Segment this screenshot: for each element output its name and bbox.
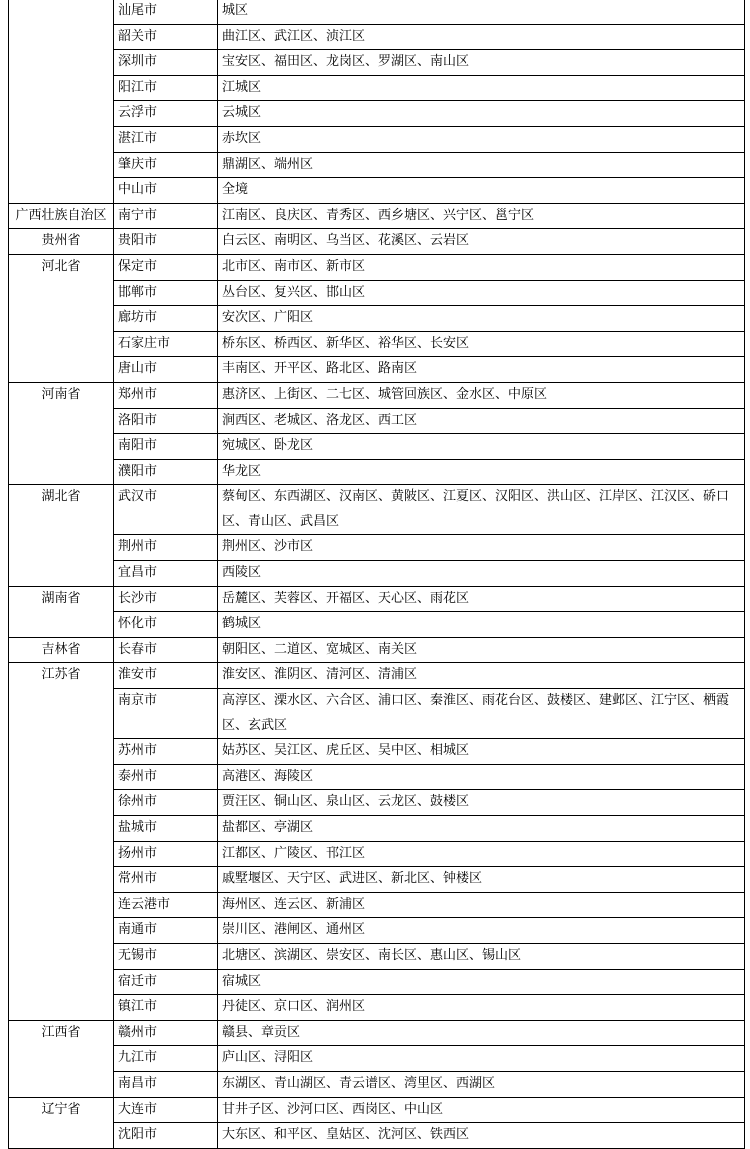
districts-cell: 惠济区、上街区、二七区、城管回族区、金水区、中原区 xyxy=(218,382,745,408)
table-row xyxy=(9,0,745,24)
city-cell: 南京市 xyxy=(114,689,218,739)
table-row xyxy=(9,24,745,50)
city-cell: 韶关市 xyxy=(114,24,218,50)
city-cell: 长春市 xyxy=(114,637,218,663)
city-cell: 濮阳市 xyxy=(114,459,218,485)
districts-cell: 曲江区、武江区、浈江区 xyxy=(218,24,745,50)
districts-cell: 崇川区、港闸区、通州区 xyxy=(218,918,745,944)
city-cell: 南阳市 xyxy=(114,434,218,460)
districts-cell: 赤坎区 xyxy=(218,126,745,152)
districts-cell: 淮安区、淮阴区、清河区、清浦区 xyxy=(218,663,745,689)
table-row xyxy=(9,1020,745,1046)
city-cell: 镇江市 xyxy=(114,995,218,1021)
table-row xyxy=(9,841,745,867)
city-cell: 保定市 xyxy=(114,254,218,280)
region-table-body xyxy=(9,0,745,1148)
districts-cell: 北塘区、滨湖区、崇安区、南长区、惠山区、锡山区 xyxy=(218,943,745,969)
table-row xyxy=(9,357,745,383)
city-cell: 扬州市 xyxy=(114,841,218,867)
districts-cell: 鹤城区 xyxy=(218,612,745,638)
region-table xyxy=(8,0,745,1149)
districts-cell: 贾汪区、铜山区、泉山区、云龙区、鼓楼区 xyxy=(218,790,745,816)
table-row xyxy=(9,637,745,663)
city-cell: 阳江市 xyxy=(114,75,218,101)
city-cell: 廊坊市 xyxy=(114,306,218,332)
city-cell: 汕尾市 xyxy=(114,0,218,24)
districts-cell: 西陵区 xyxy=(218,561,745,587)
city-cell: 常州市 xyxy=(114,867,218,893)
table-row xyxy=(9,203,745,229)
districts-cell: 安次区、广阳区 xyxy=(218,306,745,332)
city-cell: 淮安市 xyxy=(114,663,218,689)
districts-cell: 丛台区、复兴区、邯山区 xyxy=(218,280,745,306)
table-row xyxy=(9,254,745,280)
districts-cell: 丰南区、开平区、路北区、路南区 xyxy=(218,357,745,383)
city-cell: 中山市 xyxy=(114,178,218,204)
city-cell: 南通市 xyxy=(114,918,218,944)
districts-cell: 甘井子区、沙河口区、西岗区、中山区 xyxy=(218,1097,745,1123)
city-cell: 徐州市 xyxy=(114,790,218,816)
districts-cell: 朝阳区、二道区、宽城区、南关区 xyxy=(218,637,745,663)
table-row xyxy=(9,331,745,357)
districts-cell: 大东区、和平区、皇姑区、沈河区、铁西区 xyxy=(218,1123,745,1149)
table-row xyxy=(9,229,745,255)
city-cell: 怀化市 xyxy=(114,612,218,638)
table-row xyxy=(9,459,745,485)
table-row xyxy=(9,1046,745,1072)
districts-cell: 江都区、广陵区、邗江区 xyxy=(218,841,745,867)
table-row xyxy=(9,152,745,178)
districts-cell: 海州区、连云区、新浦区 xyxy=(218,892,745,918)
districts-cell: 盐都区、亭湖区 xyxy=(218,816,745,842)
city-cell: 石家庄市 xyxy=(114,331,218,357)
table-row xyxy=(9,485,745,535)
city-cell: 九江市 xyxy=(114,1046,218,1072)
table-row xyxy=(9,943,745,969)
table-row xyxy=(9,280,745,306)
province-cell: 江西省 xyxy=(9,1020,114,1097)
city-cell: 无锡市 xyxy=(114,943,218,969)
city-cell: 南昌市 xyxy=(114,1071,218,1097)
table-row xyxy=(9,408,745,434)
province-cell: 贵州省 xyxy=(9,229,114,255)
districts-cell: 蔡甸区、东西湖区、汉南区、黄陂区、江夏区、汉阳区、洪山区、江岸区、江汉区、硚口区、青山区、武昌区 xyxy=(218,485,745,535)
table-row xyxy=(9,101,745,127)
city-cell: 贵阳市 xyxy=(114,229,218,255)
province-cell: 吉林省 xyxy=(9,637,114,663)
districts-cell: 鼎湖区、端州区 xyxy=(218,152,745,178)
districts-cell: 赣县、章贡区 xyxy=(218,1020,745,1046)
districts-cell: 宛城区、卧龙区 xyxy=(218,434,745,460)
city-cell: 盐城市 xyxy=(114,816,218,842)
city-cell: 连云港市 xyxy=(114,892,218,918)
table-row xyxy=(9,561,745,587)
city-cell: 苏州市 xyxy=(114,739,218,765)
table-row xyxy=(9,892,745,918)
table-row xyxy=(9,535,745,561)
city-cell: 赣州市 xyxy=(114,1020,218,1046)
city-cell: 唐山市 xyxy=(114,357,218,383)
districts-cell: 涧西区、老城区、洛龙区、西工区 xyxy=(218,408,745,434)
city-cell: 武汉市 xyxy=(114,485,218,535)
districts-cell: 高港区、海陵区 xyxy=(218,764,745,790)
table-row xyxy=(9,1123,745,1149)
districts-cell: 城区 xyxy=(218,0,745,24)
table-row xyxy=(9,918,745,944)
districts-cell: 丹徒区、京口区、润州区 xyxy=(218,995,745,1021)
table-row xyxy=(9,689,745,739)
province-cell: 江苏省 xyxy=(9,663,114,1020)
table-row xyxy=(9,586,745,612)
province-cell: 广西壮族自治区 xyxy=(9,203,114,229)
table-row xyxy=(9,178,745,204)
table-row xyxy=(9,663,745,689)
districts-cell: 戚墅堰区、天宁区、武进区、新北区、钟楼区 xyxy=(218,867,745,893)
city-cell: 云浮市 xyxy=(114,101,218,127)
table-row xyxy=(9,790,745,816)
table-row xyxy=(9,75,745,101)
city-cell: 长沙市 xyxy=(114,586,218,612)
city-cell: 大连市 xyxy=(114,1097,218,1123)
city-cell: 肇庆市 xyxy=(114,152,218,178)
city-cell: 宿迁市 xyxy=(114,969,218,995)
city-cell: 泰州市 xyxy=(114,764,218,790)
table-row xyxy=(9,126,745,152)
table-row xyxy=(9,612,745,638)
city-cell: 南宁市 xyxy=(114,203,218,229)
districts-cell: 云城区 xyxy=(218,101,745,127)
districts-cell: 荆州区、沙市区 xyxy=(218,535,745,561)
table-row xyxy=(9,1097,745,1123)
table-row xyxy=(9,764,745,790)
city-cell: 洛阳市 xyxy=(114,408,218,434)
city-cell: 邯郸市 xyxy=(114,280,218,306)
city-cell: 郑州市 xyxy=(114,382,218,408)
table-row xyxy=(9,306,745,332)
districts-cell: 白云区、南明区、乌当区、花溪区、云岩区 xyxy=(218,229,745,255)
districts-cell: 宿城区 xyxy=(218,969,745,995)
table-row xyxy=(9,867,745,893)
districts-cell: 岳麓区、芙蓉区、开福区、天心区、雨花区 xyxy=(218,586,745,612)
city-cell: 荆州市 xyxy=(114,535,218,561)
table-row xyxy=(9,434,745,460)
districts-cell: 宝安区、福田区、龙岗区、罗湖区、南山区 xyxy=(218,50,745,76)
city-cell: 湛江市 xyxy=(114,126,218,152)
province-cell: 河南省 xyxy=(9,382,114,484)
districts-cell: 全境 xyxy=(218,178,745,204)
table-row xyxy=(9,816,745,842)
districts-cell: 东湖区、青山湖区、青云谱区、湾里区、西湖区 xyxy=(218,1071,745,1097)
city-cell: 沈阳市 xyxy=(114,1123,218,1149)
table-row xyxy=(9,382,745,408)
districts-cell: 桥东区、桥西区、新华区、裕华区、长安区 xyxy=(218,331,745,357)
districts-cell: 姑苏区、吴江区、虎丘区、吴中区、相城区 xyxy=(218,739,745,765)
districts-cell: 华龙区 xyxy=(218,459,745,485)
province-cell: 辽宁省 xyxy=(9,1097,114,1148)
table-row xyxy=(9,969,745,995)
table-row xyxy=(9,50,745,76)
province-cell: 湖南省 xyxy=(9,586,114,637)
districts-cell: 江城区 xyxy=(218,75,745,101)
districts-cell: 高淳区、溧水区、六合区、浦口区、秦淮区、雨花台区、鼓楼区、建邺区、江宁区、栖霞区、玄武区 xyxy=(218,689,745,739)
districts-cell: 北市区、南市区、新市区 xyxy=(218,254,745,280)
table-row xyxy=(9,1071,745,1097)
city-cell: 深圳市 xyxy=(114,50,218,76)
city-cell: 宜昌市 xyxy=(114,561,218,587)
province-cell xyxy=(9,0,114,203)
table-row xyxy=(9,739,745,765)
province-cell: 湖北省 xyxy=(9,485,114,586)
table-row xyxy=(9,995,745,1021)
districts-cell: 庐山区、浔阳区 xyxy=(218,1046,745,1072)
province-cell: 河北省 xyxy=(9,254,114,382)
districts-cell: 江南区、良庆区、青秀区、西乡塘区、兴宁区、邕宁区 xyxy=(218,203,745,229)
